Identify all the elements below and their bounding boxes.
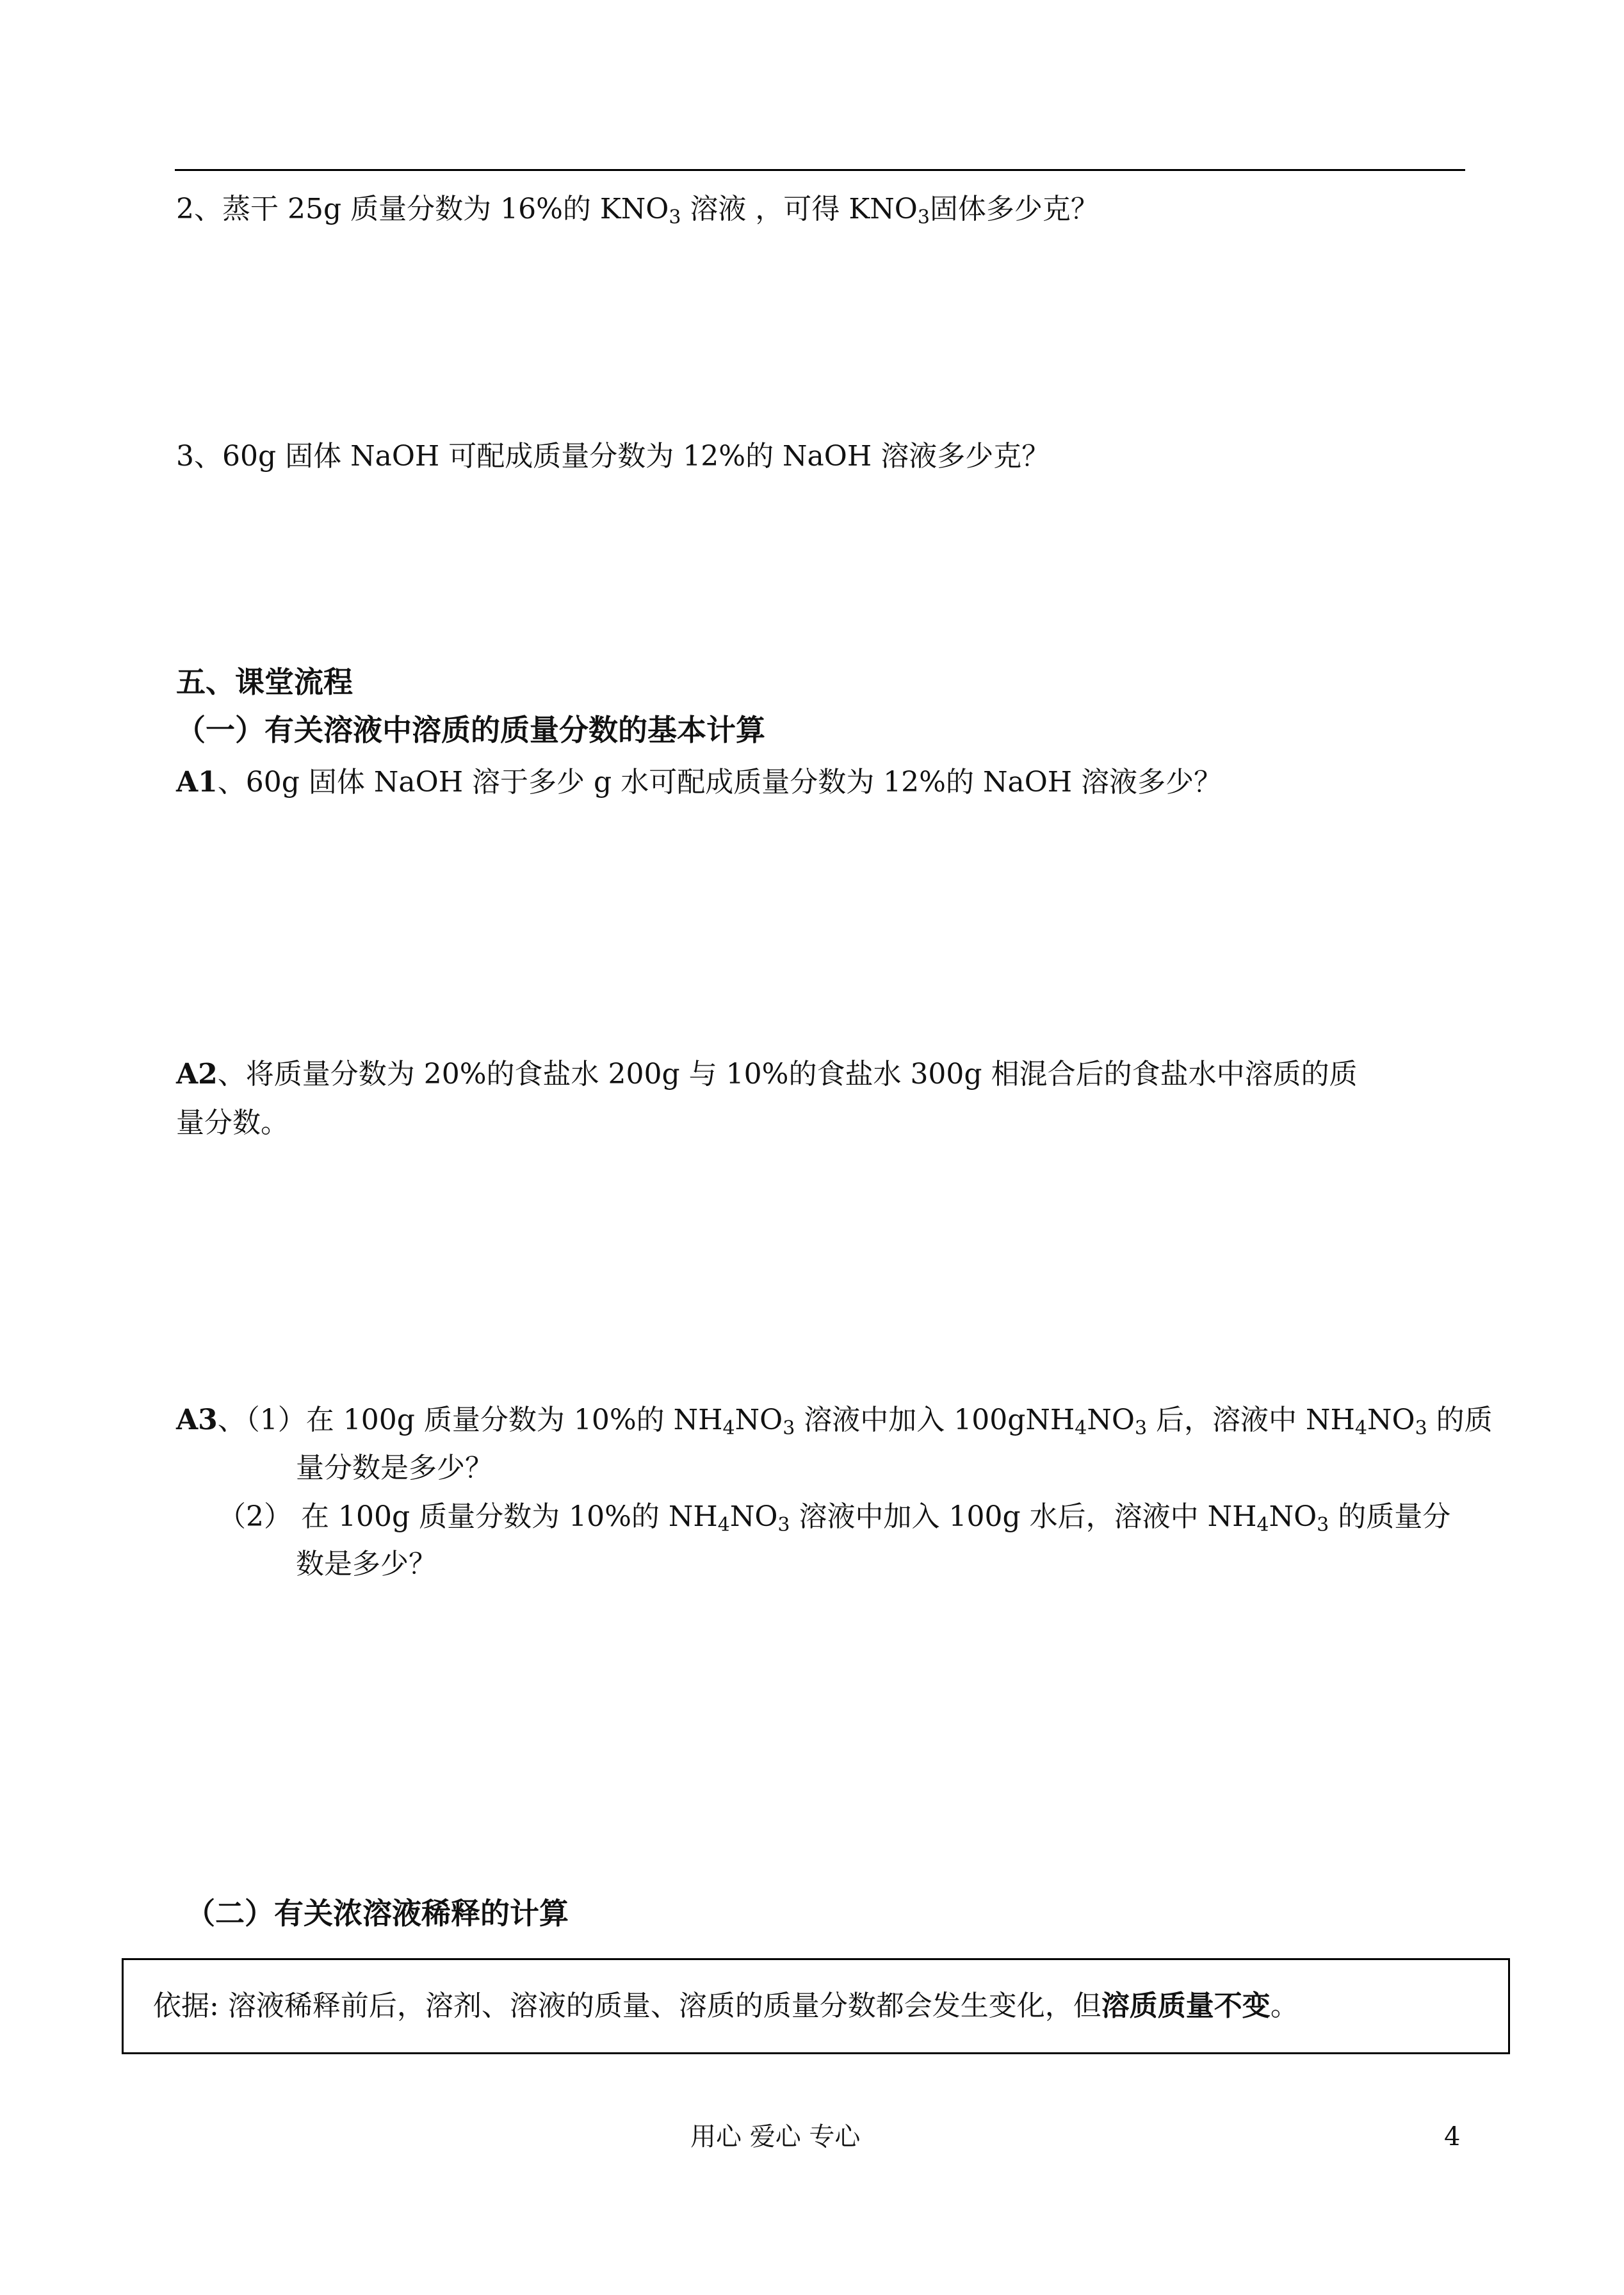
- question-2: 2、蒸干 25g 质量分数为 16%的 $KNO_3$ 溶液 ，可得 $KNO_3$固体多少克？: [176, 193, 1099, 229]
- footer-motto: 用心 爱心 专心: [690, 2122, 861, 2152]
- question-a3-part2: （2） 在 100g 质量分数为 10%的 $NH_4NO_3$ 溶液中加入 100g 水后，溶液中 $NH_4NO_3$ 的质量分: [218, 1500, 1451, 1536]
- question-a1: A1、60g 固体 NaOH 溶于多少 g 水可配成质量分数为 12%的 NaOH 溶液多少？: [176, 766, 1222, 799]
- question-3: 3、60g 固体 NaOH 可配成质量分数为 12%的 NaOH 溶液多少克？: [176, 440, 1050, 473]
- header-rule: [175, 169, 1465, 171]
- question-a3-part2-cont: 数是多少？: [296, 1548, 437, 1580]
- question-a3-part1: A3、（1）在 100g 质量分数为 10%的 $NH_4NO_3$ 溶液中加入 $100gNH_4NO_3$ 后，溶液中 $NH_4NO_3$ 的质: [176, 1404, 1493, 1439]
- basis-box: [122, 1958, 1510, 2054]
- section-heading: 五、课堂流程: [176, 665, 353, 699]
- question-a2: A2、将质量分数为 20%的食盐水 200g 与 10%的食盐水 300g 相混合后的食盐水中溶质的质: [176, 1058, 1358, 1091]
- basis-text: 依据: 溶液稀释前后，溶剂、溶液的质量、溶质的质量分数都会发生变化，但溶质质量不变。: [153, 1990, 1299, 2022]
- subsection-heading-2: （二）有关浓溶液稀释的计算: [186, 1896, 569, 1931]
- question-a3-part1-cont: 量分数是多少？: [296, 1452, 493, 1484]
- question-a2-cont: 量分数。: [176, 1107, 289, 1139]
- page-number: 4: [1444, 2122, 1461, 2152]
- subsection-heading-1: （一）有关溶液中溶质的质量分数的基本计算: [176, 713, 765, 747]
